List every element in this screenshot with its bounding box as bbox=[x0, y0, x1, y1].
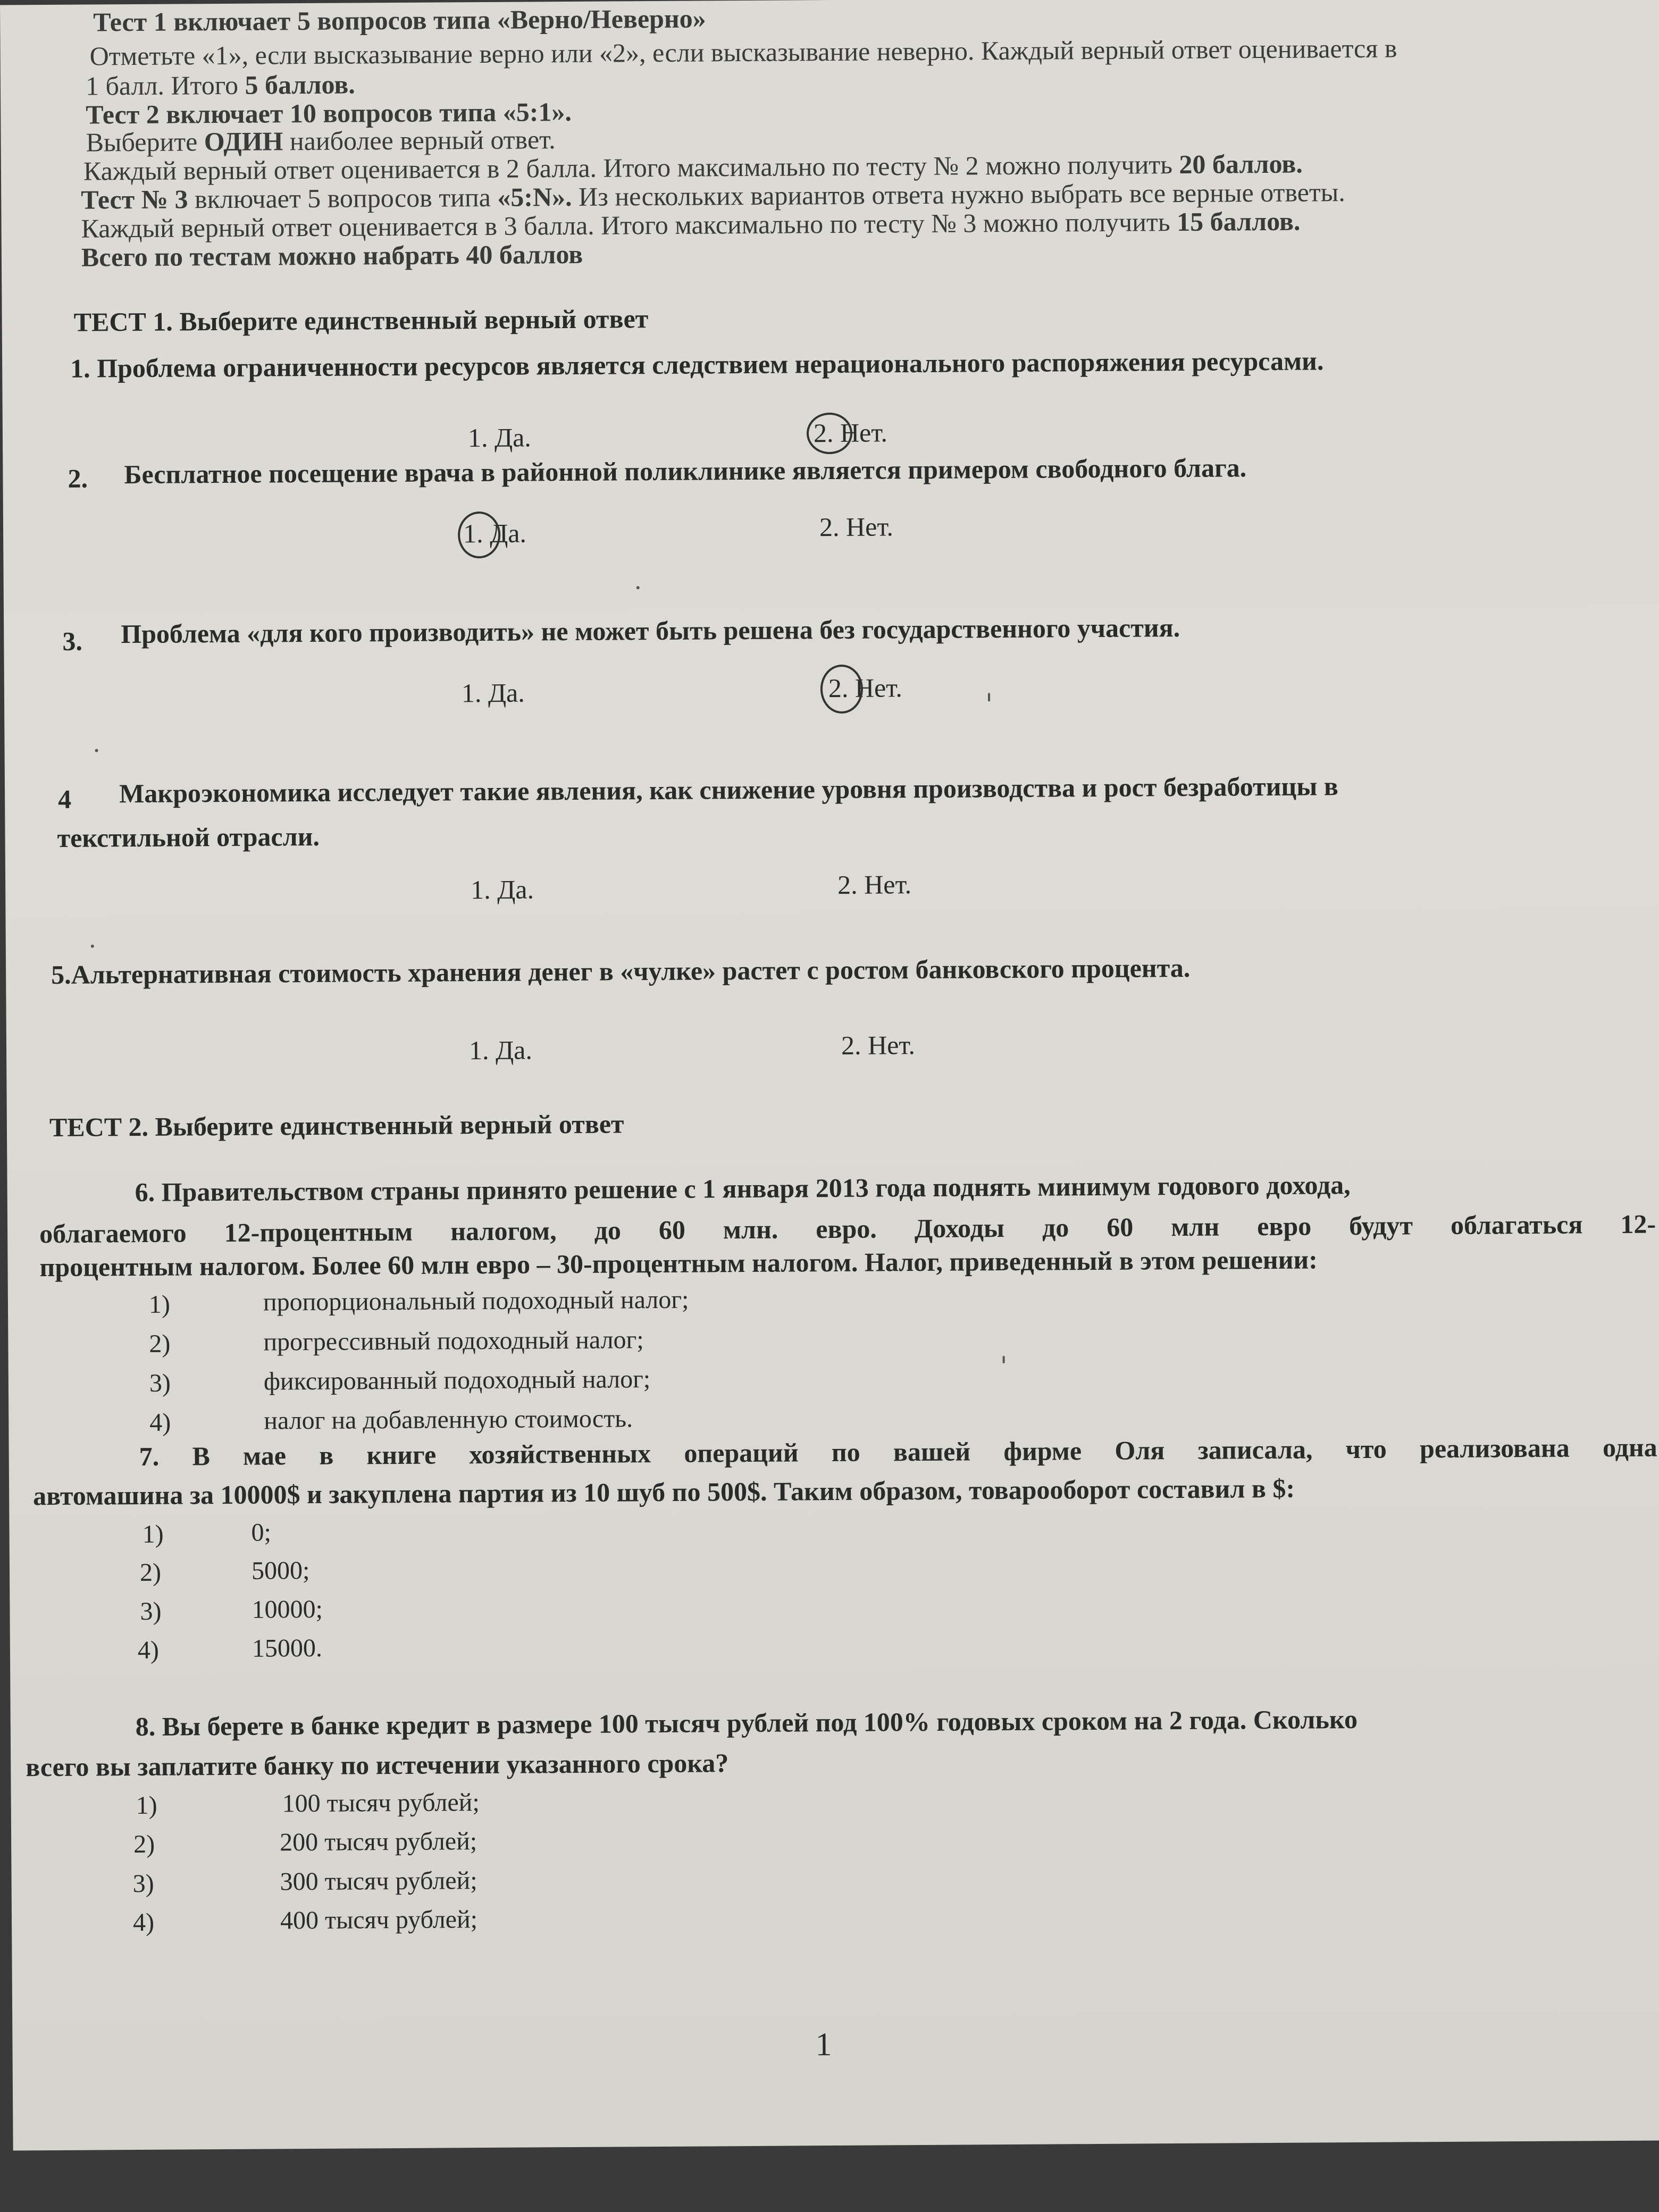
question-2: Бесплатное посещение врача в районной поликлинике является примером свободного блага. bbox=[124, 453, 1247, 490]
test2-heading: ТЕСТ 2. Выберите единственный верный ответ bbox=[49, 1109, 624, 1143]
intro-line-9: Всего по тестам можно набрать 40 баллов bbox=[81, 239, 583, 272]
q3-option-no: 2. Нет. bbox=[828, 673, 902, 703]
q8-option-4: 400 тысяч рублей; bbox=[280, 1905, 478, 1935]
intro-line-4: Тест 2 включает 10 вопросов типа «5:1». bbox=[86, 96, 572, 130]
q3-answer-circle bbox=[820, 665, 864, 714]
question-4-line-1: Макроэкономика исследует такие явления, как снижение уровня производства и рост безработицы в bbox=[119, 771, 1338, 809]
question-7-line-2: автомашина за 10000$ и закуплена партия из 10 шуб по 500$. Таким образом, товарооборот составил в $: bbox=[32, 1473, 1295, 1511]
q6-option-1: пропорциональный подоходный налог; bbox=[263, 1285, 689, 1317]
question-8-line-1: 8. Вы берете в банке кредит в размере 100 тысяч рублей под 100% годовых сроком на 2 года. Сколько bbox=[135, 1704, 1358, 1742]
q7-option-1-num: 1) bbox=[142, 1520, 164, 1548]
q7-option-2: 5000; bbox=[251, 1556, 310, 1585]
question-2-number: 2. bbox=[68, 463, 88, 493]
test1-heading: ТЕСТ 1. Выберите единственный верный ответ bbox=[73, 304, 649, 337]
q6-option-3: фиксированный подоходный налог; bbox=[263, 1365, 651, 1396]
q6-option-3-num: 3) bbox=[149, 1369, 171, 1397]
q3-option-yes: 1. Да. bbox=[461, 677, 525, 708]
q6-option-2: прогрессивный подоходный налог; bbox=[263, 1326, 644, 1356]
intro-line-5: Выберите ОДИН наиболее верный ответ. bbox=[86, 124, 556, 157]
q1-option-no: 2. Нет. bbox=[813, 417, 888, 448]
q7-option-1: 0; bbox=[251, 1518, 272, 1547]
question-3: Проблема «для кого производить» не может быть решена без государственного участия. bbox=[121, 612, 1180, 649]
question-3-number: 3. bbox=[62, 626, 83, 656]
question-6-line-1: 6. Правительством страны принято решение с 1 января 2013 года поднять минимум годового дохода, bbox=[135, 1170, 1351, 1208]
page-number: 1 bbox=[815, 2026, 832, 2063]
question-1: 1. Проблема ограниченности ресурсов является следствием нерационального распоряжения ресурсами. bbox=[70, 346, 1324, 383]
q8-option-3: 300 тысяч рублей; bbox=[280, 1866, 477, 1896]
intro-line-3: 1 балл. Итого 5 баллов. bbox=[85, 69, 355, 101]
pen-mark bbox=[1003, 1356, 1005, 1363]
q6-option-1-num: 1) bbox=[148, 1290, 171, 1319]
q1-answer-circle bbox=[807, 413, 852, 455]
q6-option-2-num: 2) bbox=[149, 1329, 171, 1358]
question-6-line-2: облагаемого 12-процентным налогом, до 60 млн. евро. Доходы до 60 млн евро будут облагаться 12- bbox=[39, 1209, 1656, 1249]
q2-option-yes: 1. Да. bbox=[463, 518, 527, 549]
q2-option-no: 2. Нет. bbox=[819, 512, 894, 542]
intro-line-8: Каждый верный ответ оценивается в 3 балла. Итого максимально по тесту № 3 можно получить 15 баллов. bbox=[81, 206, 1301, 244]
intro-line-1: Тест 1 включает 5 вопросов типа «Верно/Неверно» bbox=[93, 3, 706, 37]
intro-line-2: Отметьте «1», если высказывание верно или «2», если высказывание неверно. Каждый верный ответ оценивается в bbox=[89, 33, 1397, 71]
q5-option-no: 2. Нет. bbox=[841, 1030, 916, 1060]
q1-option-yes: 1. Да. bbox=[467, 422, 531, 453]
q6-option-4-num: 4) bbox=[149, 1408, 171, 1437]
q2-answer-circle bbox=[458, 512, 501, 558]
question-8-line-2: всего вы заплатите банку по истечении указанного срока? bbox=[26, 1748, 729, 1782]
q7-option-4-num: 4) bbox=[137, 1636, 160, 1665]
q8-option-4-num: 4) bbox=[132, 1908, 155, 1937]
paper-speck bbox=[91, 944, 94, 948]
q7-option-3: 10000; bbox=[252, 1595, 323, 1624]
question-7-line-1: 7. В мае в книге хозяйственных операций по вашей фирме Оля записала, что реализована одна bbox=[139, 1432, 1657, 1471]
q8-option-1-num: 1) bbox=[136, 1791, 157, 1820]
q7-option-2-num: 2) bbox=[139, 1558, 162, 1587]
intro-line-6: Каждый верный ответ оценивается в 2 балла. Итого максимально по тесту № 2 можно получить 20 баллов. bbox=[83, 148, 1303, 186]
intro-line-7: Тест № 3 включает 5 вопросов типа «5:N». Из нескольких вариантов ответа нужно выбрать все верные ответы. bbox=[81, 177, 1345, 215]
q5-option-yes: 1. Да. bbox=[468, 1035, 533, 1066]
q8-option-2-num: 2) bbox=[133, 1830, 155, 1859]
question-5: 5.Альтернативная стоимость хранения денег в «чулке» растет с ростом банковского процента. bbox=[51, 952, 1191, 990]
pen-mark bbox=[988, 693, 990, 701]
q6-option-4: налог на добавленную стоимость. bbox=[264, 1404, 633, 1435]
q8-option-3-num: 3) bbox=[132, 1869, 154, 1898]
q7-option-3-num: 3) bbox=[140, 1597, 162, 1626]
q8-option-1: 100 тысяч рублей; bbox=[282, 1788, 480, 1818]
q4-option-no: 2. Нет. bbox=[837, 869, 912, 900]
paper-speck bbox=[95, 749, 98, 752]
question-6-line-3: процентным налогом. Более 60 млн евро – 30-процентным налогом. Налог, приведенный в этом решении: bbox=[39, 1244, 1318, 1283]
question-4-line-2: текстильной отрасли. bbox=[57, 821, 320, 853]
paper-speck bbox=[636, 586, 640, 589]
q7-option-4: 15000. bbox=[252, 1633, 323, 1663]
q4-option-yes: 1. Да. bbox=[471, 874, 534, 905]
question-4-number: 4 bbox=[57, 784, 72, 814]
q8-option-2: 200 тысяч рублей; bbox=[279, 1827, 477, 1857]
